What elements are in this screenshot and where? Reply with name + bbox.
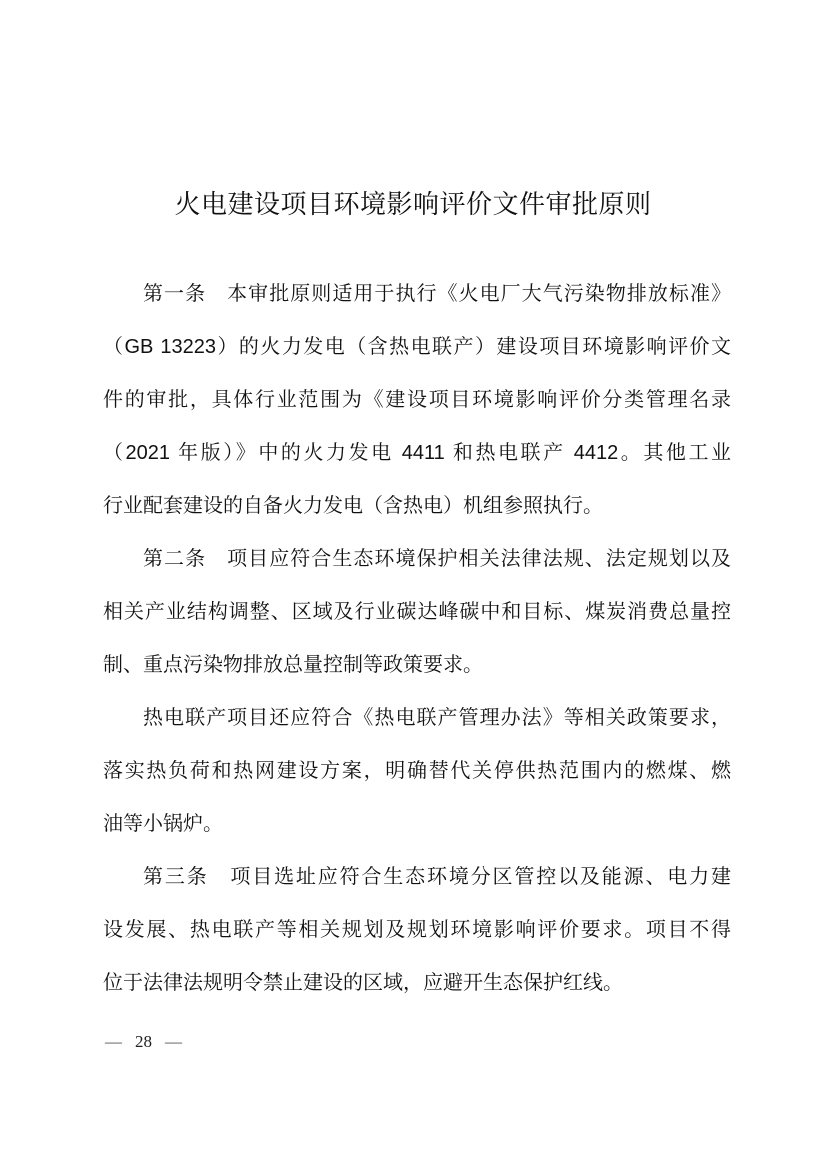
text-line: 设发展、热电联产等相关规划及规划环境影响评价要求。项目不得 xyxy=(103,919,731,941)
page-number: 28 xyxy=(135,1032,152,1051)
paragraph-article-1 xyxy=(103,268,731,533)
text-line: 制、重点污染物排放总量控制等政策要求。 xyxy=(103,654,483,676)
text-line: 行业配套建设的自备火力发电（含热电）机组参照执行。 xyxy=(103,495,603,517)
text-line: 位于法律法规明令禁止建设的区域，应避开生态保护红线。 xyxy=(103,972,623,994)
text-line: （2021 年版）》中的火力发电 4411 和热电联产 4412。其他工业 xyxy=(103,442,731,464)
text-line: 第三条 项目选址应符合生态环境分区管控以及能源、电力建 xyxy=(143,866,731,888)
text-line: 第一条 本审批原则适用于执行《火电厂大气污染物排放标准》 xyxy=(143,283,731,305)
page-footer xyxy=(105,1032,182,1052)
paragraph-article-3 xyxy=(103,851,731,1010)
text-line: 相关产业结构调整、区域及行业碳达峰碳中和目标、煤炭消费总量控 xyxy=(103,601,731,623)
paragraph-article-2-continued xyxy=(103,692,731,851)
text-line: 落实热负荷和热网建设方案，明确替代关停供热范围内的燃煤、燃 xyxy=(103,760,731,782)
text-line: 第二条 项目应符合生态环境保护相关法律法规、法定规划以及 xyxy=(143,548,731,570)
document-body xyxy=(103,268,731,1010)
text-line: 件的审批，具体行业范围为《建设项目环境影响评价分类管理名录 xyxy=(103,389,731,411)
text-line: 热电联产项目还应符合《热电联产管理办法》等相关政策要求， xyxy=(143,707,731,729)
text-line: （GB 13223）的火力发电（含热电联产）建设项目环境影响评价文 xyxy=(103,336,731,358)
footer-right-dash: — xyxy=(165,1032,182,1051)
footer-left-dash: — xyxy=(105,1032,122,1051)
paragraph-article-2 xyxy=(103,533,731,692)
document-title: 火电建设项目环境影响评价文件审批原则 xyxy=(174,189,652,219)
text-line: 油等小锅炉。 xyxy=(103,813,223,835)
